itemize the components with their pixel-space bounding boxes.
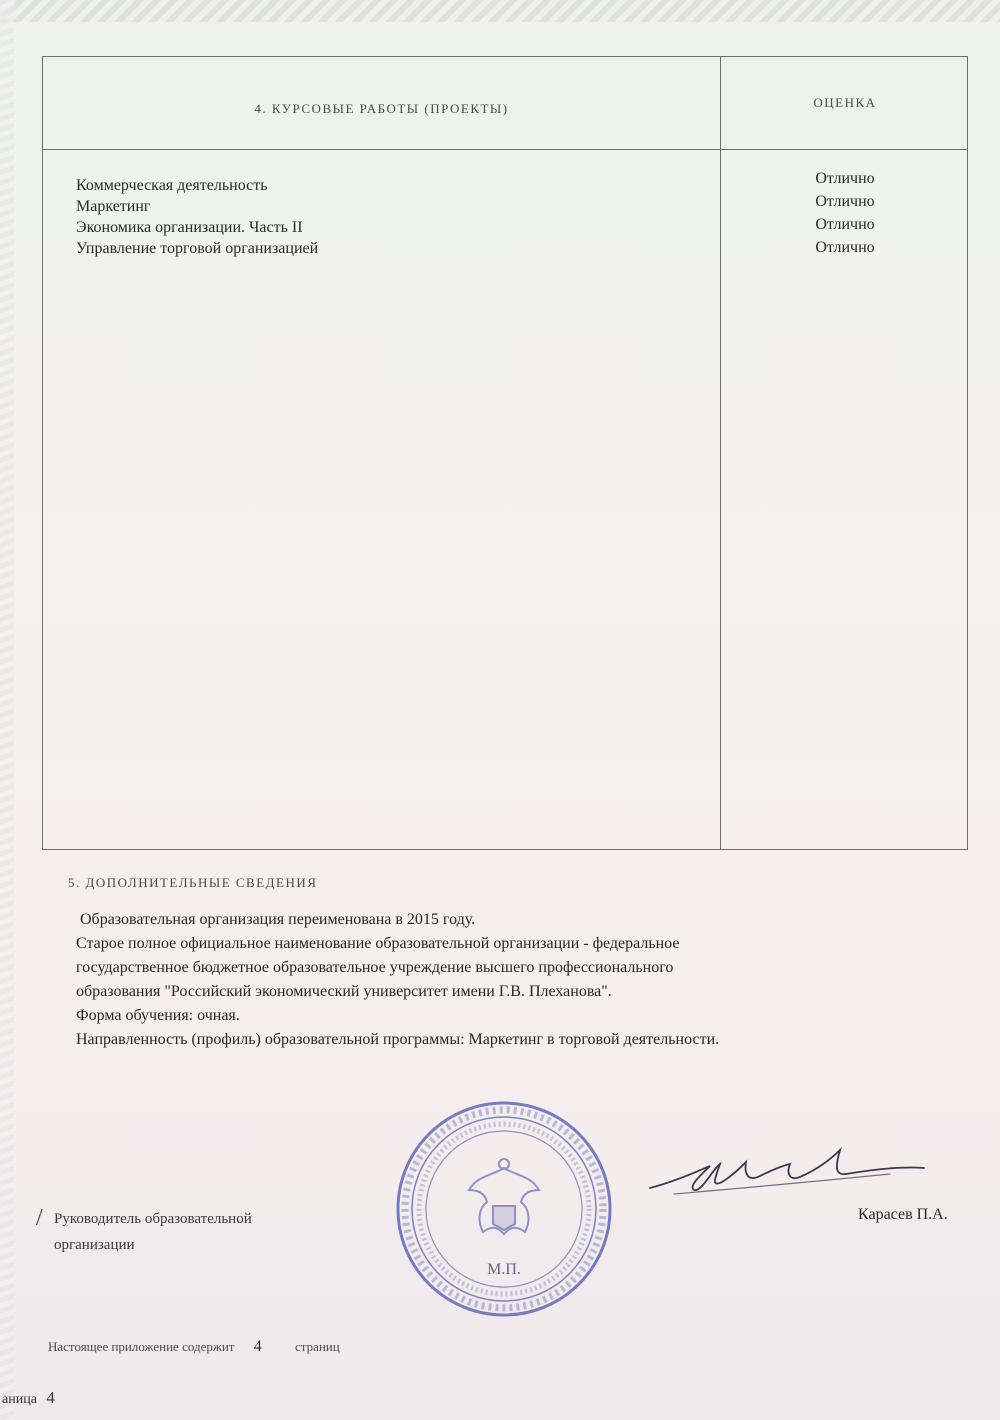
info-line: Направленность (профиль) образовательной программы: Маркетинг в торговой деятельности.	[76, 1031, 720, 1048]
page-label: аница	[2, 1392, 37, 1407]
signer-title-line: организации	[54, 1237, 135, 1253]
section-4-title: 4. КУРСОВЫЕ РАБОТЫ (ПРОЕКТЫ)	[254, 101, 509, 116]
stamp-mp-label: М.П.	[487, 1261, 521, 1278]
info-line: Образовательная организация переименована в 2015 году.	[80, 911, 476, 928]
header-divider	[43, 149, 967, 150]
page-count-line	[48, 1338, 340, 1356]
eagle-emblem-icon	[469, 1159, 539, 1234]
course-grade: Отлично	[815, 216, 875, 233]
additional-info	[76, 908, 916, 1052]
section-5-title: 5. ДОПОЛНИТЕЛЬНЫЕ СВЕДЕНИЯ	[68, 875, 318, 890]
page-count-text: Настоящее приложение содержит	[48, 1339, 235, 1354]
info-line: Форма обучения: очная.	[76, 1007, 240, 1024]
page-number-value: 4	[46, 1388, 55, 1407]
page-count-suffix: страниц	[294, 1339, 340, 1354]
page-count-number: 4	[253, 1338, 262, 1355]
page-number	[2, 1388, 55, 1408]
course-name: Маркетинг	[76, 198, 151, 215]
course-grade: Отлично	[815, 193, 875, 210]
course-list	[76, 175, 318, 259]
signer-name: Карасев П.А.	[858, 1206, 948, 1223]
course-name: Экономика организации. Часть II	[76, 219, 303, 236]
top-decorative-border	[0, 0, 1000, 22]
info-line: Старое полное официальное наименование образовательной организации - федеральное	[76, 935, 680, 952]
info-line: образования "Российский экономический университет имени Г.В. Плеханова".	[76, 983, 612, 1000]
grade-column-header: ОЦЕНКА	[813, 95, 877, 110]
course-grade: Отлично	[815, 170, 875, 187]
official-seal	[393, 1098, 615, 1320]
signer-title-line: Руководитель образовательной	[54, 1211, 252, 1227]
left-decorative-border	[0, 0, 14, 1420]
signature-slash-mark: /	[36, 1205, 43, 1231]
grade-list	[721, 167, 969, 259]
coursework-table	[42, 56, 968, 850]
course-grade: Отлично	[815, 239, 875, 256]
signer-title	[54, 1206, 252, 1258]
info-line: государственное бюджетное образовательное учреждение высшего профессионального	[76, 959, 674, 976]
course-name: Коммерческая деятельность	[76, 177, 268, 194]
course-name: Управление торговой организацией	[76, 240, 319, 257]
